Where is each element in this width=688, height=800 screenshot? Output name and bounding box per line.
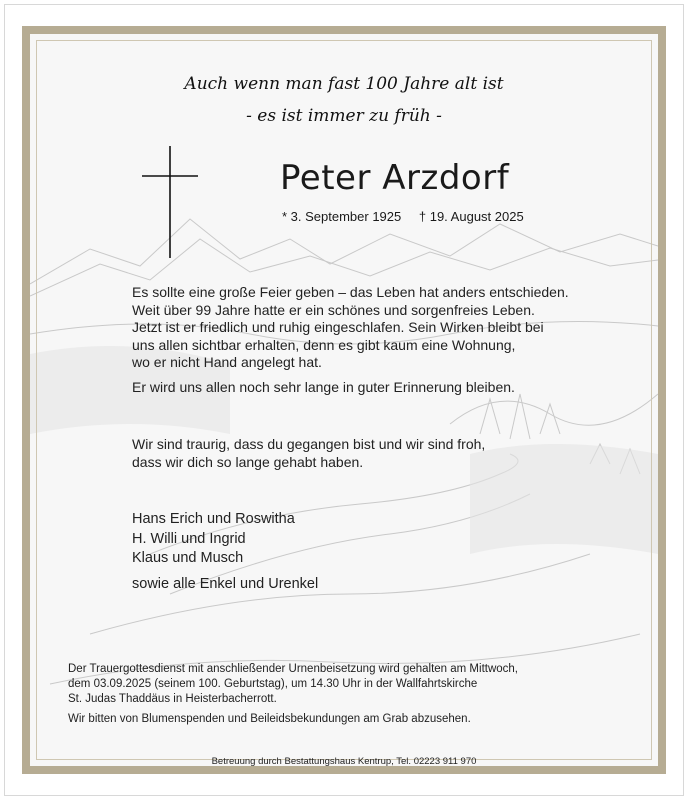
text-line: Weit über 99 Jahre hatte er ein schönes und sorgenfreies Leben. [132,301,535,318]
main-text [132,284,632,372]
text-line: uns allen sichtbar erhalten, denn es gibt kaum eine Wohnung, [132,336,516,353]
mourners-list [132,510,632,594]
motto-line-2: - es ist immer zu früh - [246,106,442,126]
service-line: dem 03.09.2025 (seinem 100. Geburtstag), um 14.30 Uhr in der Wallfahrtskirche [68,678,478,690]
death-date: † 19. August 2025 [418,209,524,224]
undertaker-footer: Betreuung durch Bestattungshaus Kentrup, Tel. 02223 911 970 [211,756,477,767]
memory-text [132,379,632,397]
text-line: Er wird uns allen noch sehr lange in guter Erinnerung bleiben. [132,379,515,395]
mourner: H. Willi und Ingrid [132,530,246,547]
text-line: dass wir dich so lange gehabt haben. [132,453,364,470]
life-dates [282,209,538,224]
text-line: Jetzt ist er friedlich und ruhig eingeschlafen. Sein Wirken bleibt bei [132,319,544,335]
service-line: Der Trauergottesdienst mit anschließender Urnenbeisetzung wird gehalten am Mittwoch, [68,663,518,675]
text-line: Es sollte eine große Feier geben – das Leben hat anders entschieden. [132,284,569,300]
motto-line-1: Auch wenn man fast 100 Jahre alt ist [184,74,504,94]
farewell-text [132,436,632,471]
mourners-extended-family: sowie alle Enkel und Urenkel [132,575,319,592]
text-line: Wir sind traurig, dass du gegangen bist und wir sind froh, [132,436,486,452]
service-line: St. Judas Thaddäus in Heisterbacherrott. [68,693,277,705]
mourner: Hans Erich und Roswitha [132,511,295,527]
deceased-name: Peter Arzdorf [280,158,510,198]
obituary-card [22,26,666,774]
cross-icon [142,146,198,258]
service-note: Wir bitten von Blumenspenden und Beileidsbekundungen am Grab abzusehen. [68,713,471,725]
text-line: wo er nicht Hand angelegt hat. [132,354,322,370]
obituary-content [30,34,658,766]
mourner: Klaus und Musch [132,550,244,566]
service-info [68,662,648,727]
birth-date: * 3. September 1925 [282,209,402,224]
